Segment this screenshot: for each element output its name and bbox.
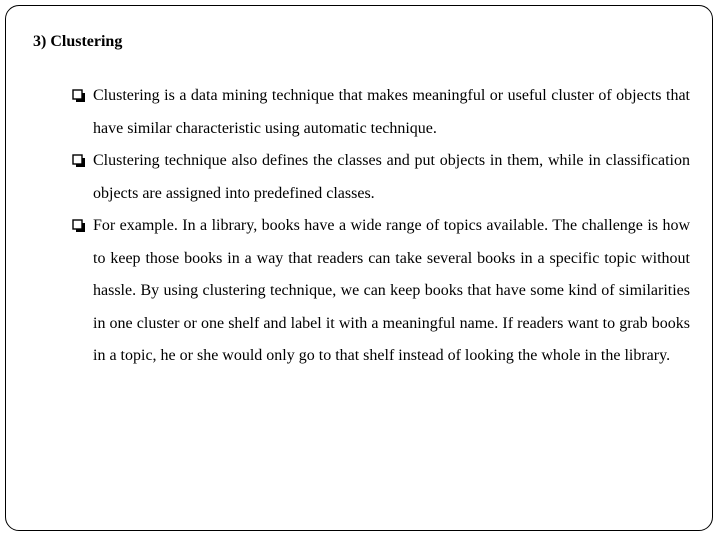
bullet-text: Clustering is a data mining technique that makes meaningful or useful cluster of objects that have similar characteristic using automatic technique. [93,87,690,137]
checkbox-bullet-icon [72,154,86,168]
bullet-list [72,80,690,373]
bullet-item-definition [72,80,690,145]
checkbox-bullet-icon [72,89,86,103]
bullet-item-example [72,210,690,373]
bullet-item-classes [72,145,690,210]
bullet-text: For example. In a library, books have a wide range of topics available. The challenge is how to keep those books in a way that readers can take several books in a specific topic without hassle. By using clustering technique, we can keep books that have some kind of similarities in one cluster or one shelf and label it with a meaningful name. If readers want to grab books in a topic, he or she would only go to that shelf instead of looking the whole in the library. [93,217,690,364]
bullet-text: Clustering technique also defines the classes and put objects in them, while in classification objects are assigned into predefined classes. [93,152,690,202]
section-heading: 3) Clustering [33,33,123,50]
checkbox-bullet-icon [72,219,86,233]
